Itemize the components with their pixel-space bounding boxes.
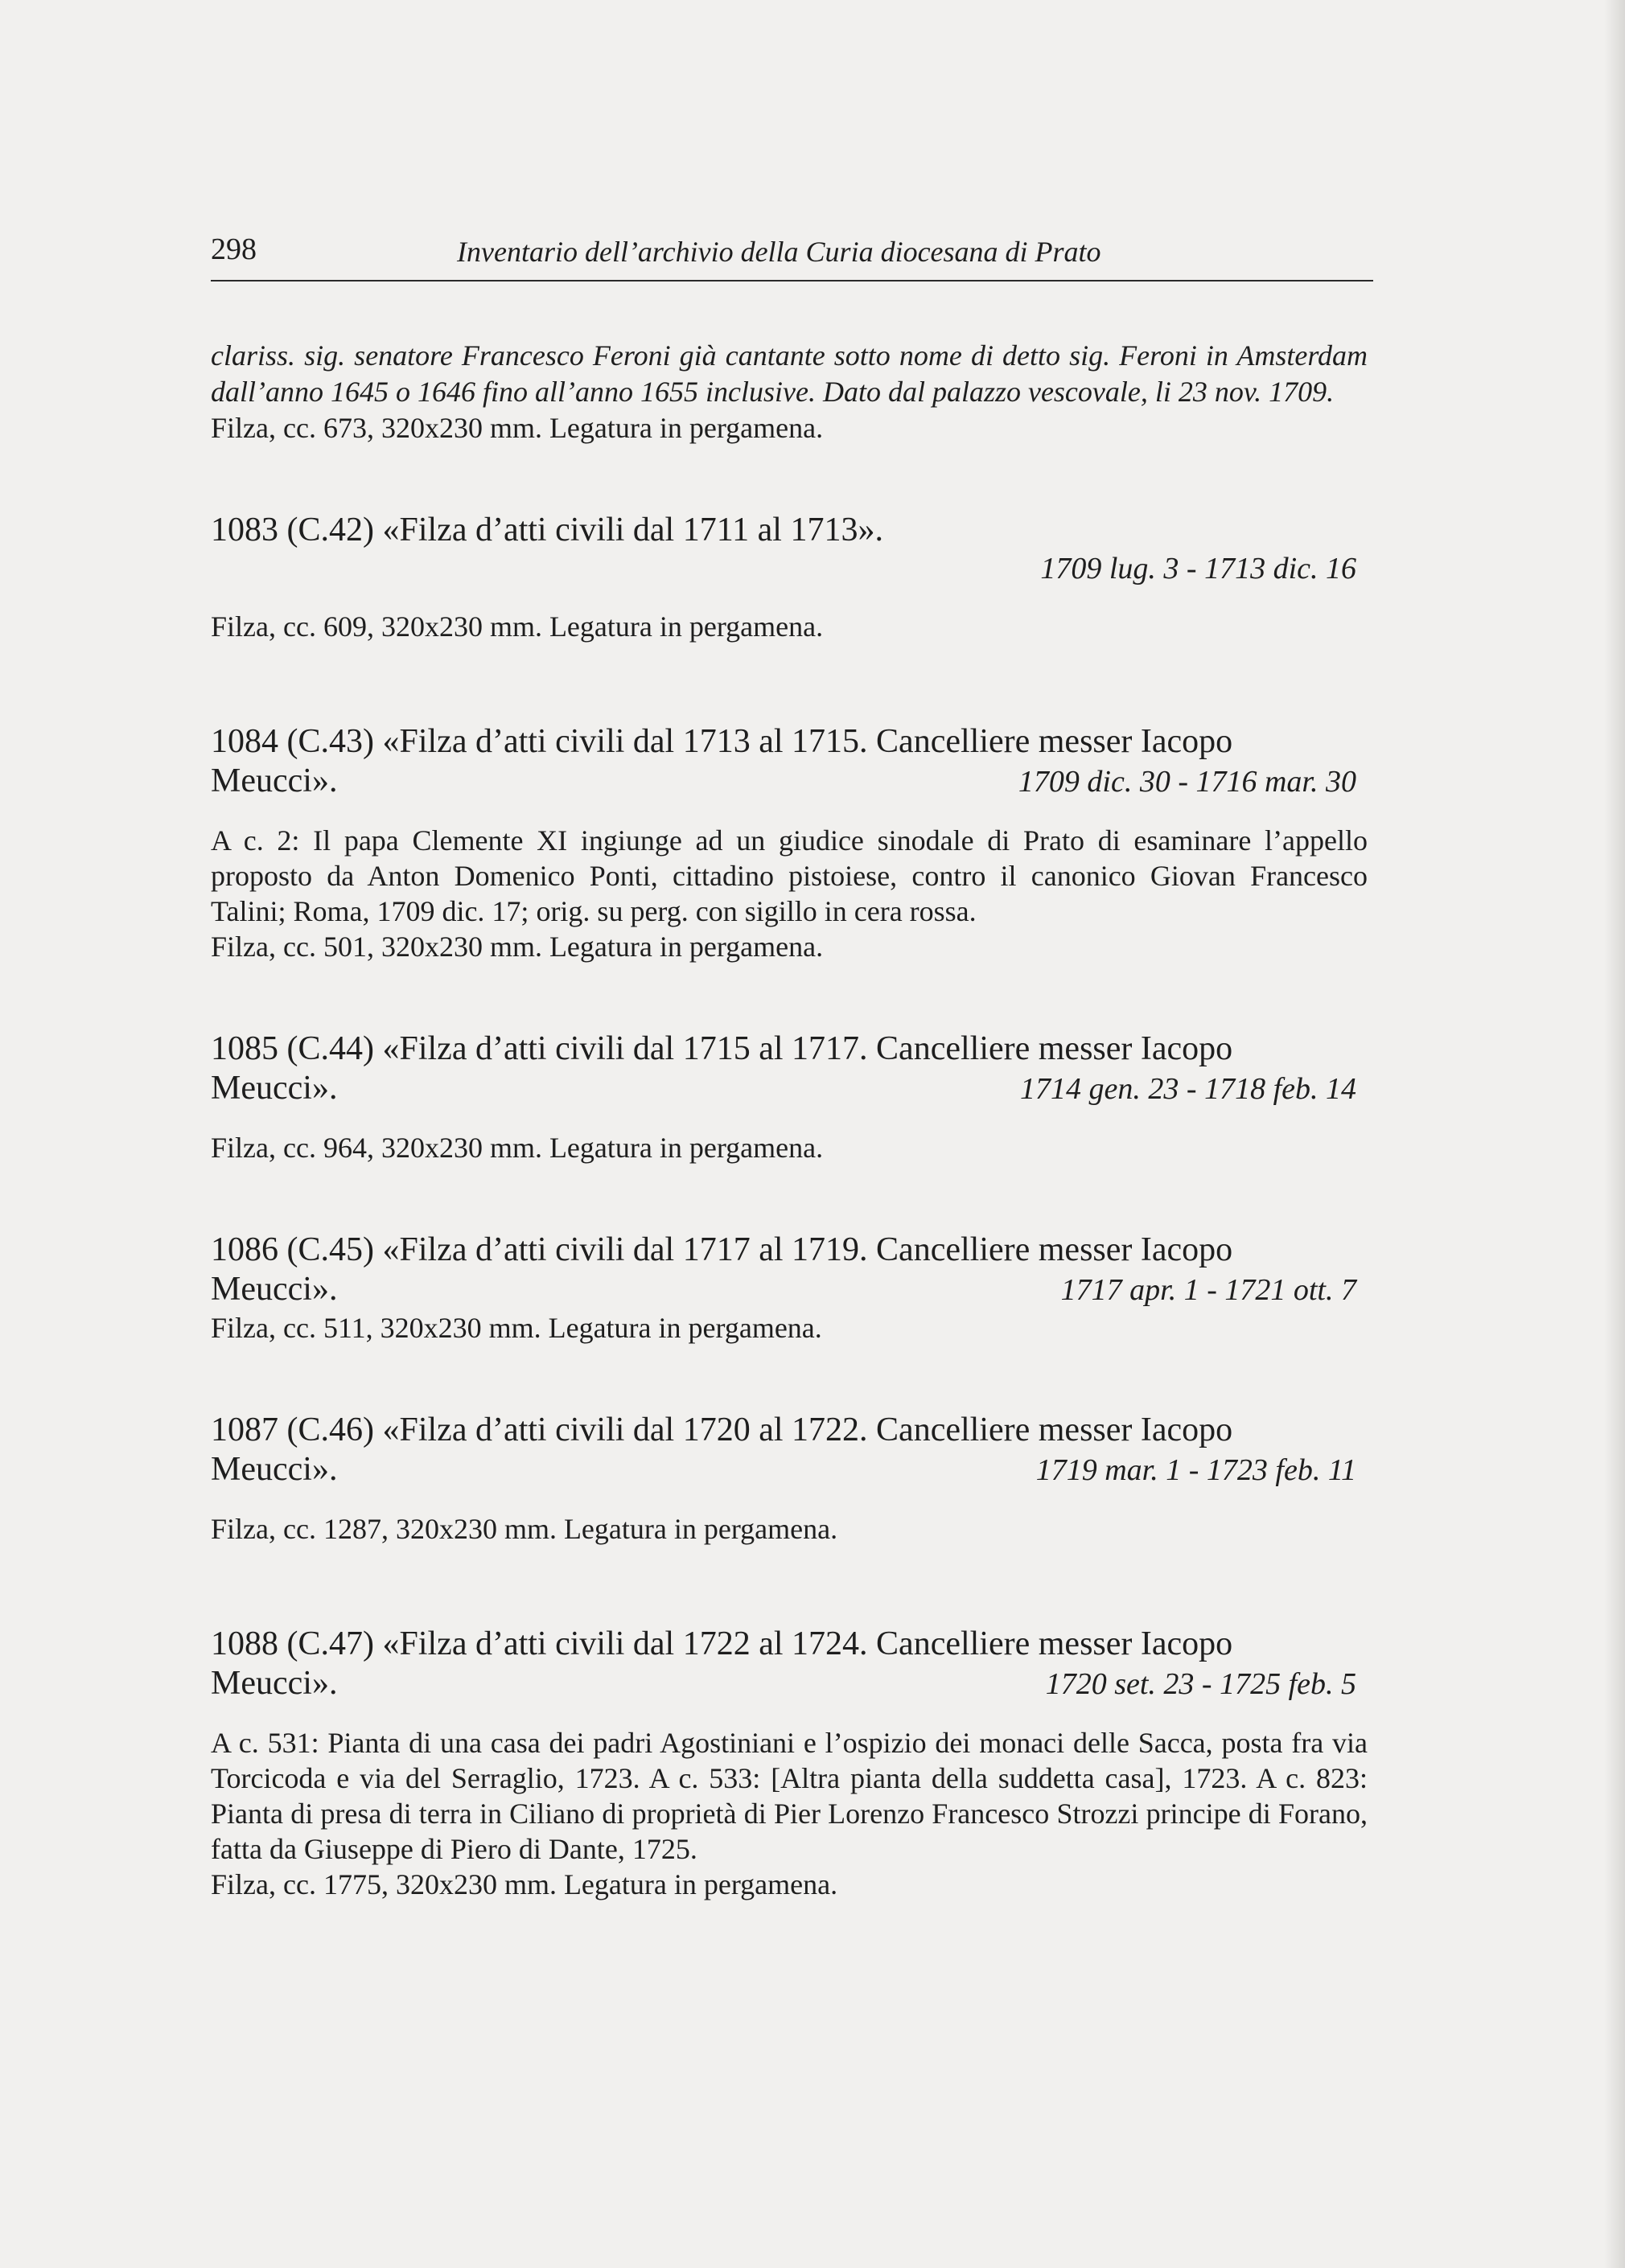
entry-1084 — [211, 722, 1368, 965]
entry-heading-end: Meucci». — [211, 1070, 338, 1107]
entry-heading: 1088 (C.47) «Filza d’atti civili dal 1722 al 1724. Cancelliere messer Iacopo — [211, 1625, 1233, 1662]
entry-note: A c. 531: Pianta di una casa dei padri Agostiniani e l’ospizio dei monaci delle Sacca, posta fra via Torcicoda e via del Serraglio, 1723. A c. 533: [Altra pianta della suddetta casa], 1723. A c. 823: Pianta di presa di terra in Ciliano di proprietà di Pier Lorenzo Francesco Strozzi principe di Forano, fatta da Giuseppe di Piero di Dante, 1725. — [211, 1727, 1368, 1865]
entry-description: Filza, cc. 964, 320x230 mm. Legatura in pergamena. — [211, 1132, 824, 1164]
entry-description: Filza, cc. 511, 320x230 mm. Legatura in pergamena. — [211, 1312, 822, 1344]
entry-1086 — [211, 1231, 1368, 1346]
entry-note: A c. 2: Il papa Clemente XI ingiunge ad un giudice sinodale di Prato di esaminare l’appello proposto da Anton Domenico Ponti, cittadino pistoiese, contro il canonico Giovan Francesco Talini; Roma, 1709 dic. 17; orig. su perg. con sigillo in cera rossa. — [211, 824, 1368, 927]
intro-description: Filza, cc. 673, 320x230 mm. Legatura in pergamena. — [211, 412, 824, 444]
entry-1088 — [211, 1625, 1368, 1903]
entry-dates: 1709 dic. 30 - 1716 mar. 30 — [1018, 765, 1356, 799]
entry-heading: 1084 (C.43) «Filza d’atti civili dal 1713 al 1715. Cancelliere messer Iacopo — [211, 723, 1233, 760]
entry-heading-line — [211, 1449, 1368, 1490]
page-edge-shadow — [1604, 0, 1625, 2268]
entry-heading-line — [211, 1068, 1368, 1109]
page-header — [211, 232, 1373, 281]
entry-dates: 1720 set. 23 - 1725 feb. 5 — [1045, 1667, 1356, 1701]
entry-description: Filza, cc. 1775, 320x230 mm. Legatura in pergamena. — [211, 1868, 838, 1900]
entry-1085 — [211, 1029, 1368, 1166]
entry-heading-line — [211, 761, 1368, 802]
entry-dates: 1719 mar. 1 - 1723 feb. 11 — [1035, 1453, 1356, 1487]
entry-heading: 1083 (C.42) «Filza d’atti civili dal 1711 al 1713». — [211, 512, 883, 549]
entry-heading-line — [211, 1269, 1368, 1310]
intro-continuation: clariss. sig. senatore Francesco Feroni già cantante sotto nome di detto sig. Feroni in Amsterdam dall’anno 1645 o 1646 fino all’anno 1655 inclusive. Dato dal palazzo vescovale, li 23 nov. 1709. — [211, 339, 1368, 408]
entry-heading: 1085 (C.44) «Filza d’atti civili dal 1715 al 1717. Cancelliere messer Iacopo — [211, 1030, 1233, 1067]
entry-heading: 1087 (C.46) «Filza d’atti civili dal 1720 al 1722. Cancelliere messer Iacopo — [211, 1411, 1233, 1448]
entry-heading-end: Meucci». — [211, 762, 338, 799]
page-body — [211, 338, 1368, 1903]
entry-dates: 1714 gen. 23 - 1718 feb. 14 — [1020, 1072, 1356, 1106]
entry-description: Filza, cc. 501, 320x230 mm. Legatura in pergamena. — [211, 931, 824, 963]
running-title: Inventario dell’archivio della Curia diocesana di Prato — [457, 236, 1101, 268]
entry-heading: 1086 (C.45) «Filza d’atti civili dal 1717 al 1719. Cancelliere messer Iacopo — [211, 1231, 1233, 1268]
entry-1083 — [211, 511, 1368, 645]
entry-description: Filza, cc. 609, 320x230 mm. Legatura in pergamena. — [211, 610, 824, 643]
page-number: 298 — [211, 232, 257, 266]
entry-heading-end: Meucci». — [211, 1665, 338, 1702]
entry-description: Filza, cc. 1287, 320x230 mm. Legatura in pergamena. — [211, 1513, 838, 1545]
entry-heading-end: Meucci». — [211, 1271, 338, 1308]
entry-dates: 1717 apr. 1 - 1721 ott. 7 — [1060, 1273, 1356, 1307]
entry-1087 — [211, 1411, 1368, 1547]
entry-heading-end: Meucci». — [211, 1451, 338, 1488]
entry-dates: 1709 lug. 3 - 1713 dic. 16 — [1040, 552, 1356, 585]
entry-heading-line — [211, 1663, 1368, 1704]
